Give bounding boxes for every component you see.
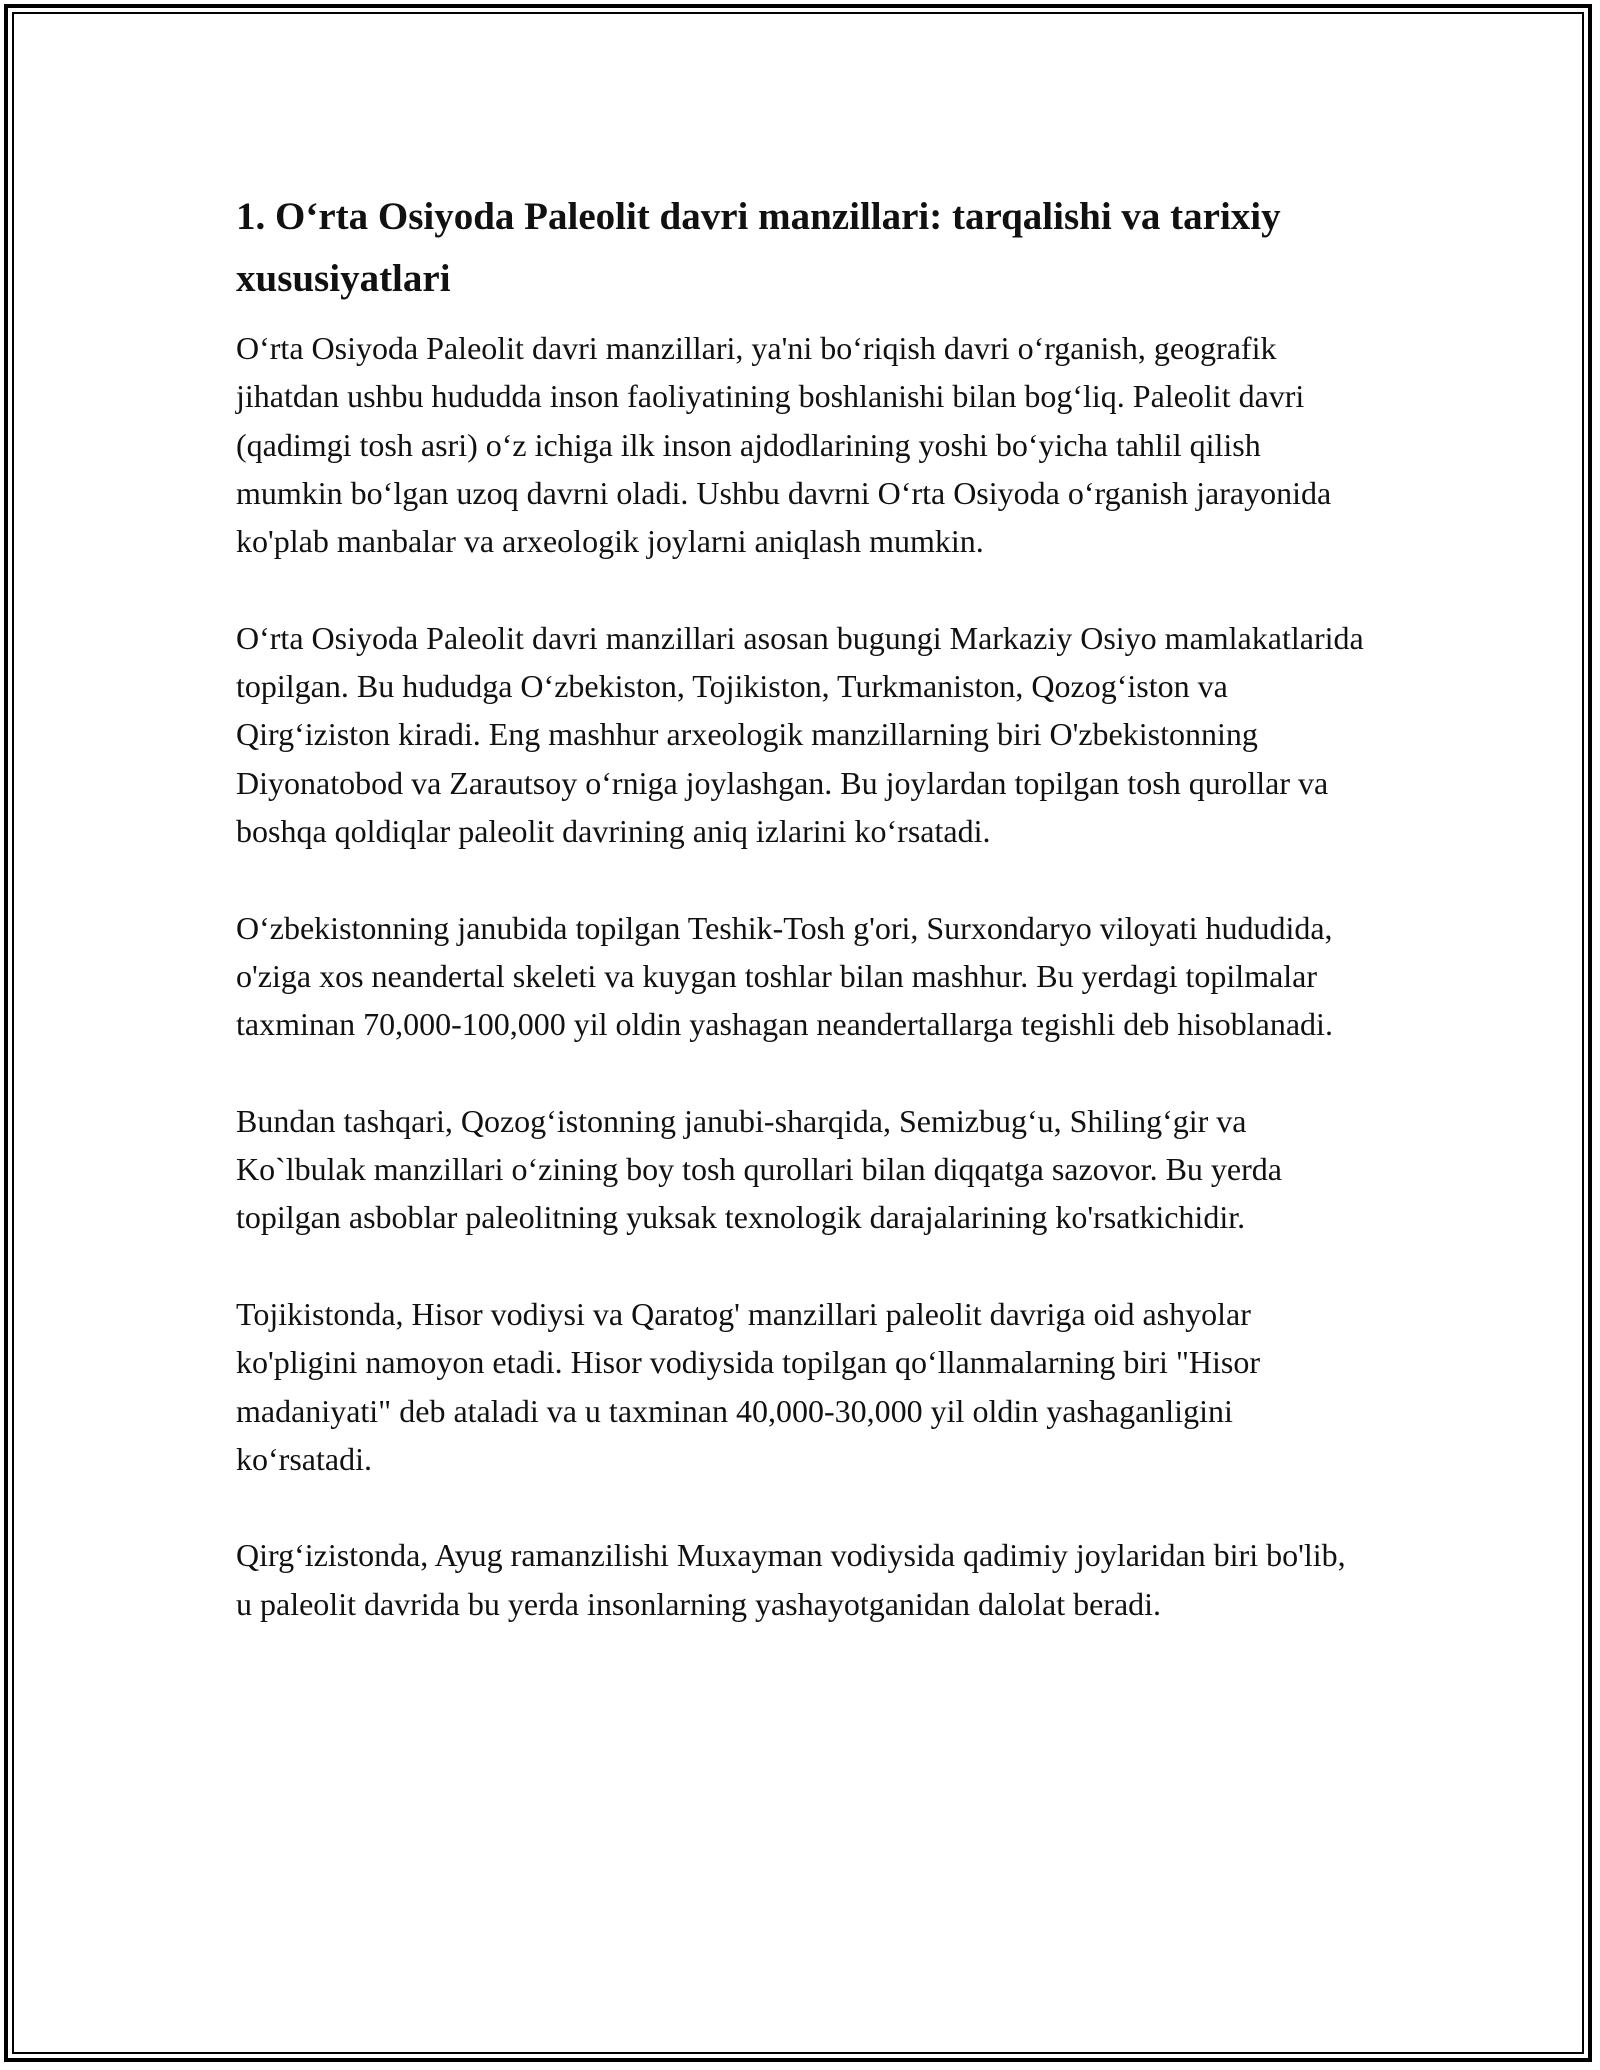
section-heading: 1. O‘rta Osiyoda Paleolit davri manzillari: tarqalishi va tarixiy xususiyatlari bbox=[236, 195, 1281, 300]
document-body bbox=[236, 186, 1366, 1676]
paragraph-kazakhstan: Bundan tashqari, Qozog‘istonning janubi-sharqida, Semizbug‘u, Shiling‘gir va Ko`lbulak manzillari o‘zining boy tosh qurollari bilan diqqatga sazovor. Bu yerda topilgan asboblar paleolitning yuksak texnologik darajalarining ko'rsatkichidir. bbox=[236, 1102, 1282, 1236]
paragraph-kyrgyzstan: Qirg‘izistonda, Ayug ramanzilishi Muxayman vodiysida qadimiy joylaridan biri bo'lib, u paleolit davrida bu yerda insonlarning yashayotganidan dalolat beradi. bbox=[236, 1537, 1346, 1622]
paragraph-intro: O‘rta Osiyoda Paleolit davri manzillari, ya'ni bo‘riqish davri o‘rganish, geografik jihatdan ushbu hududda inson faoliyatining boshlanishi bilan bog‘liq. Paleolit davri (qadimgi tosh asri) o‘z ichiga ilk inson ajdodlarining yoshi bo‘yicha tahlil qilish mumkin bo‘lgan uzoq davrni oladi. Ushbu davrni O‘rta Osiyoda o‘rganish jarayonida ko'plab manbalar va arxeologik joylarni aniqlash mumkin. bbox=[236, 330, 1332, 560]
paragraph-teshik-tosh: O‘zbekistonning janubida topilgan Teshik-Tosh g'ori, Surxondaryo viloyati hududida, o'ziga xos neandertal skeleti va kuygan toshlar bilan mashhur. Bu yerdagi topilmalar taxminan 70,000-100,000 yil oldin yashagan neandertallarga tegishli deb hisoblanadi. bbox=[236, 909, 1333, 1043]
paragraph-tajikistan: Tojikistonda, Hisor vodiysi va Qaratog' manzillari paleolit davriga oid ashyolar ko'pligini namoyon etadi. Hisor vodiysida topilgan qo‘llanmalarning biri "Hisor madaniyati" deb ataladi va u taxminan 40,000-30,000 yil oldin yashaganligini ko‘rsatadi. bbox=[236, 1295, 1261, 1477]
paragraph-regions: O‘rta Osiyoda Paleolit davri manzillari asosan bugungi Markaziy Osiyo mamlakatlarida topilgan. Bu hududga O‘zbekiston, Tojikiston, Turkmaniston, Qozog‘iston va Qirg‘iziston kiradi. Eng mashhur arxeologik manzillarning biri O'zbekistonning Diyonatobod va Zarautsoy o‘rniga joylashgan. Bu joylardan topilgan tosh qurollar va boshqa qoldiqlar paleolit davrining aniq izlarini ko‘rsatadi. bbox=[236, 619, 1364, 849]
